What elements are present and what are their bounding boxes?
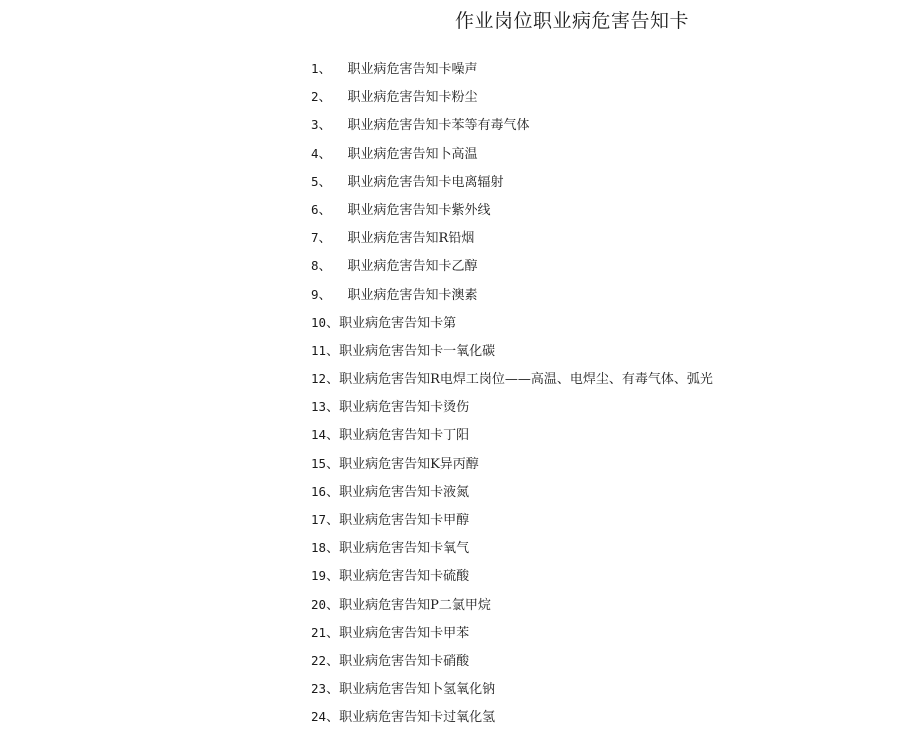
toc-item-text: 职业病危害告知K异丙醇 — [339, 456, 479, 472]
toc-item — [311, 678, 713, 706]
toc-item-number: 3 — [311, 117, 319, 133]
toc-item-separator: 、 — [326, 484, 340, 500]
toc-item — [311, 481, 713, 509]
toc-item-number: 15 — [311, 455, 327, 471]
toc-item — [311, 650, 713, 678]
toc-item-separator: 、 — [326, 625, 340, 641]
toc-item — [311, 368, 713, 396]
toc-item-separator: 、 — [326, 710, 340, 726]
toc-item — [311, 509, 713, 537]
toc-item-separator: 、 — [326, 569, 340, 585]
toc-item-text: 职业病危害告知卜氢氧化钠 — [339, 682, 496, 698]
toc-item — [311, 171, 713, 199]
toc-item-separator: 、 — [318, 287, 332, 303]
toc-item-separator: 、 — [318, 231, 332, 247]
toc-item-separator: 、 — [318, 202, 332, 218]
toc-item — [311, 594, 713, 622]
toc-item — [311, 340, 713, 368]
toc-item-text: 职业病危害告知卡第 — [339, 315, 457, 331]
toc-item-number: 4 — [311, 145, 319, 161]
toc-item-text: 职业病危害告知卡噪声 — [347, 62, 478, 77]
toc-item-separator: 、 — [318, 118, 332, 134]
toc-item — [311, 143, 713, 171]
toc-item-number: 7 — [311, 230, 319, 246]
toc-item-number: 8 — [311, 258, 319, 274]
toc-item-separator: 、 — [326, 513, 340, 528]
toc-item-number: 16 — [311, 483, 327, 499]
toc-item — [311, 537, 713, 565]
toc-item-number: 20 — [311, 596, 327, 612]
toc-item-number: 18 — [311, 540, 327, 556]
toc-item — [311, 58, 713, 86]
toc-item-text: 职业病危害告知卡烫伤 — [339, 400, 470, 416]
toc-item-separator: 、 — [326, 428, 340, 444]
toc-item-text: 职业病危害告知卡丁阳 — [339, 428, 470, 444]
toc-item-separator: 、 — [318, 146, 332, 162]
toc-item — [311, 706, 713, 734]
toc-item — [311, 227, 713, 255]
toc-item-separator: 、 — [326, 541, 340, 557]
toc-item-number: 22 — [311, 652, 327, 668]
toc-item-separator: 、 — [326, 682, 340, 698]
document-title: 作业岗位职业病危害告知卡 — [455, 10, 690, 32]
toc-item-text: 职业病危害告知卡硝酸 — [339, 653, 470, 669]
toc-item-separator: 、 — [326, 400, 340, 416]
toc-item-separator: 、 — [326, 343, 340, 359]
toc-item-separator: 、 — [318, 174, 332, 190]
toc-item-text: 职业病危害告知R铅烟 — [347, 231, 475, 247]
toc-item-text: 职业病危害告知卡氧气 — [339, 541, 470, 557]
toc-item-number: 19 — [311, 568, 327, 584]
toc-item-number: 6 — [311, 201, 319, 217]
toc-list — [311, 58, 713, 735]
toc-item-number: 10 — [311, 314, 327, 330]
toc-item-number: 13 — [311, 399, 327, 415]
toc-item-text: 职业病危害告知卜高温 — [347, 146, 478, 162]
toc-item-text: 职业病危害告知卡甲苯 — [339, 625, 470, 641]
toc-item-text: 职业病危害告知卡苯等有毒气体 — [347, 118, 530, 134]
toc-item-text: 职业病危害告知卡液氮 — [339, 484, 470, 500]
toc-item-text: 职业病危害告知R电焊工岗位——高温、电焊尘、有毒气体、弧光 — [339, 372, 713, 388]
toc-item — [311, 312, 713, 340]
toc-item-text: 职业病危害告知卡甲醇 — [339, 513, 470, 528]
toc-item-text: 职业病危害告知卡一氧化碳 — [339, 343, 496, 359]
toc-item-number: 24 — [311, 709, 327, 725]
toc-item-number: 12 — [311, 371, 327, 387]
toc-item-text: 职业病危害告知P二氯甲烷 — [339, 597, 491, 613]
toc-item-separator: 、 — [326, 315, 340, 331]
toc-item-separator: 、 — [326, 456, 340, 472]
toc-item — [311, 86, 713, 114]
toc-item — [311, 565, 713, 593]
toc-item-text: 职业病危害告知卡紫外线 — [347, 202, 491, 218]
toc-item-number: 11 — [311, 342, 327, 358]
toc-item — [311, 284, 713, 312]
toc-item-number: 23 — [311, 681, 327, 697]
toc-item-number: 21 — [311, 624, 327, 640]
toc-item-text: 职业病危害告知卡乙醇 — [347, 259, 478, 275]
toc-item-separator: 、 — [318, 62, 332, 77]
toc-item — [311, 453, 713, 481]
toc-item-number: 1 — [311, 61, 319, 76]
toc-item-separator: 、 — [318, 259, 332, 275]
toc-item — [311, 622, 713, 650]
toc-item — [311, 199, 713, 227]
toc-item — [311, 424, 713, 452]
toc-item-separator: 、 — [326, 597, 340, 613]
toc-item-separator: 、 — [318, 90, 332, 106]
toc-item-number: 5 — [311, 173, 319, 189]
toc-item-number: 17 — [311, 512, 327, 527]
toc-item — [311, 396, 713, 424]
toc-item-number: 2 — [311, 89, 319, 105]
toc-item-text: 职业病危害告知卡硫酸 — [339, 569, 470, 585]
toc-item-text: 职业病危害告知卡过氧化氢 — [339, 710, 496, 726]
toc-item-number: 14 — [311, 427, 327, 443]
toc-item-separator: 、 — [326, 372, 340, 388]
toc-item-text: 职业病危害告知卡粉尘 — [347, 90, 478, 106]
toc-item-number: 9 — [311, 286, 319, 302]
toc-item — [311, 114, 713, 142]
toc-item-text: 职业病危害告知卡电离辐射 — [347, 174, 504, 190]
toc-item — [311, 255, 713, 283]
toc-item-text: 职业病危害告知卡澳素 — [347, 287, 478, 303]
toc-item-separator: 、 — [326, 653, 340, 669]
